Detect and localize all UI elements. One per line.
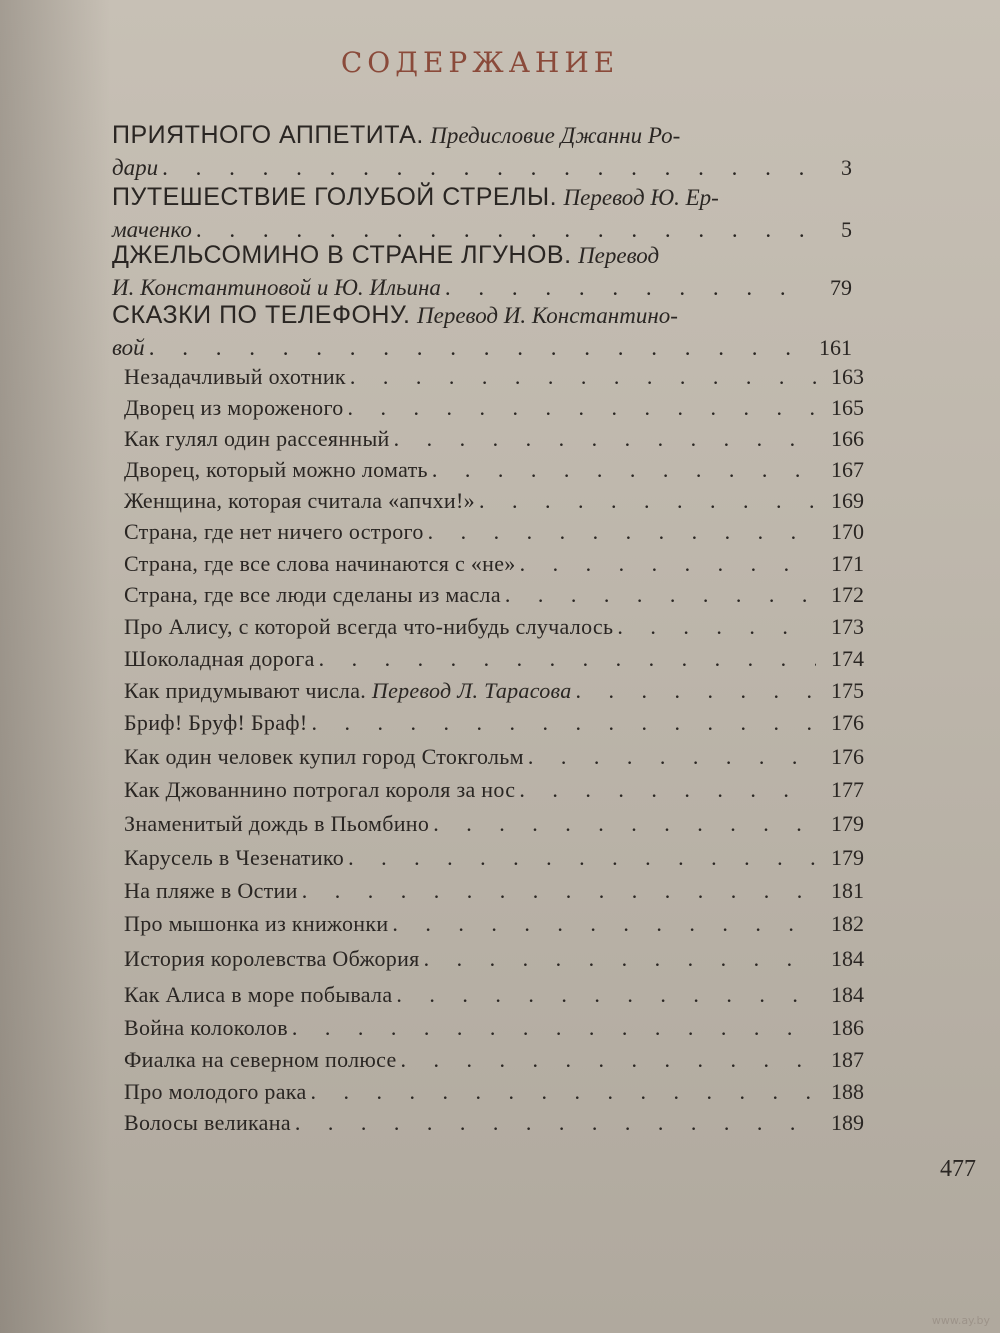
toc-sub-label: Женщина, которая считала «апчхи!» (124, 488, 475, 513)
dot-leader (505, 580, 816, 610)
toc-main-heading (112, 238, 852, 273)
toc-sub-label: Знаменитый дождь в Пьомбино (124, 811, 430, 836)
toc-sub-label: Как один человек купил город Стокгольм (124, 744, 524, 769)
toc-main-caps: ДЖЕЛЬСОМИНО В СТРАНЕ ЛГУНОВ. (112, 241, 572, 269)
toc-page-number: 3 (841, 155, 852, 180)
toc-main-caps: ПРИЯТНОГО АППЕТИТА. (112, 121, 424, 149)
toc-sub-entry (124, 362, 864, 392)
page-title: СОДЕРЖАНИЕ (340, 46, 620, 79)
toc-sub-label: Про Алису, с которой всегда что-нибудь случалось (124, 614, 614, 639)
toc-sub-label: История королевства Обжория (124, 946, 420, 971)
toc-sub-label (124, 676, 572, 706)
toc-page-number: 176 (831, 710, 864, 735)
dot-leader (401, 1045, 816, 1075)
toc-sub-label: Страна, где все люди сделаны из масла (124, 582, 501, 607)
toc-sub-label: Дворец из мороженого (124, 395, 344, 420)
toc-page-number: 170 (831, 519, 864, 544)
toc-sub-label: Страна, где нет ничего острого (124, 519, 424, 544)
toc-sub-label: Про мышонка из книжонки (124, 911, 389, 936)
toc-main-continuation (112, 153, 852, 183)
toc-sub-entry (124, 486, 864, 516)
toc-sub-label: Фиалка на северном полюсе (124, 1047, 397, 1072)
toc-page-number: 179 (831, 845, 864, 870)
dot-leader (428, 517, 816, 547)
toc-sub-label-text: Как придумывают числа. (124, 678, 367, 703)
watermark: www.ay.by (931, 1314, 990, 1327)
toc-main-entry (112, 238, 852, 303)
toc-page-number: 187 (831, 1047, 864, 1072)
toc-sub-entry (124, 742, 864, 772)
toc-page-number: 174 (831, 646, 864, 671)
toc-page-number: 169 (831, 488, 864, 513)
dot-leader (302, 876, 816, 906)
toc-sub-label: Война колоколов (124, 1015, 288, 1040)
dot-leader (576, 676, 816, 706)
toc-main-caps: ПУТЕШЕСТВИЕ ГОЛУБОЙ СТРЕЛЫ. (112, 183, 558, 211)
dot-leader (519, 775, 816, 805)
dot-leader (295, 1108, 816, 1138)
toc-page-number: 172 (831, 582, 864, 607)
dot-leader (528, 742, 816, 772)
toc-sub-entry (124, 549, 864, 579)
toc-sub-entry (124, 1077, 864, 1107)
toc-page-number: 5 (841, 217, 852, 242)
toc-sub-entry (124, 876, 864, 906)
toc-sub-entry (124, 424, 864, 454)
toc-sub-label: На пляже в Остии (124, 878, 298, 903)
toc-main-caps: СКАЗКИ ПО ТЕЛЕФОНУ. (112, 301, 411, 329)
toc-page-number: 175 (831, 678, 864, 703)
dot-leader (311, 708, 816, 738)
page-shadow (0, 0, 110, 1333)
dot-leader (319, 644, 816, 674)
toc-sub-entry (124, 944, 864, 974)
dot-leader (348, 843, 816, 873)
toc-sub-entry (124, 1108, 864, 1138)
toc-sub-entry (124, 909, 864, 939)
toc-sub-label: Как Джованнино потрогал короля за нос (124, 777, 516, 802)
toc-sub-entry (124, 580, 864, 610)
toc-page-number: 184 (831, 982, 864, 1007)
toc-main-cont-text: дари (112, 155, 159, 180)
toc-page-number: 166 (831, 426, 864, 451)
toc-sub-label: Бриф! Бруф! Браф! (124, 710, 308, 735)
toc-sub-label: Шоколадная дорога (124, 646, 315, 671)
toc-main-rest: Предисловие Джанни Ро- (430, 123, 681, 148)
dot-leader (617, 612, 816, 642)
dot-leader (432, 455, 816, 485)
toc-page-number: 165 (831, 395, 864, 420)
toc-page-number: 189 (831, 1110, 864, 1135)
toc-page-number: 179 (831, 811, 864, 836)
toc-sub-entry (124, 708, 864, 738)
dot-leader (348, 393, 816, 423)
toc-sub-entry (124, 809, 864, 839)
toc-sub-entry (124, 980, 864, 1010)
toc-sub-label: Про молодого рака (124, 1079, 307, 1104)
dot-leader (311, 1077, 816, 1107)
toc-sub-label: Страна, где все слова начинаются с «не» (124, 551, 516, 576)
toc-page-number: 161 (819, 335, 852, 360)
dot-leader (479, 486, 816, 516)
toc-page-number: 186 (831, 1015, 864, 1040)
toc-page-number: 167 (831, 457, 864, 482)
toc-sub-entry (124, 676, 864, 706)
book-page-number: 477 (940, 1156, 976, 1182)
toc-sub-entry (124, 393, 864, 423)
toc-main-entry (112, 298, 852, 363)
dot-leader (433, 809, 816, 839)
toc-main-entry (112, 118, 852, 183)
toc-sub-label: Волосы великана (124, 1110, 291, 1135)
toc-main-cont-text: вой (112, 335, 145, 360)
dot-leader (424, 944, 816, 974)
toc-main-rest: Перевод Ю. Ер- (563, 185, 719, 210)
toc-main-rest: Перевод (578, 243, 660, 268)
toc-sub-label: Незадачливый охотник (124, 364, 346, 389)
toc-sub-entry (124, 775, 864, 805)
dot-leader (392, 909, 816, 939)
dot-leader (520, 549, 816, 579)
toc-page-number: 79 (830, 275, 852, 300)
toc-sub-label: Карусель в Чезенатико (124, 845, 345, 870)
toc-main-entry (112, 180, 852, 245)
toc-sub-label: Как гулял один рассеянный (124, 426, 390, 451)
toc-sub-label-italic: Перевод Л. Тарасова (371, 678, 572, 703)
toc-sub-entry (124, 517, 864, 547)
dot-leader (396, 980, 816, 1010)
toc-page-number: 176 (831, 744, 864, 769)
toc-main-cont-text: маченко (112, 217, 192, 242)
toc-page-number: 182 (831, 911, 864, 936)
toc-page-number: 181 (831, 878, 864, 903)
toc-page-number: 188 (831, 1079, 864, 1104)
toc-sub-entry (124, 644, 864, 674)
toc-page-number: 171 (831, 551, 864, 576)
toc-sub-entry (124, 612, 864, 642)
toc-page-number: 173 (831, 614, 864, 639)
toc-main-heading (112, 298, 852, 333)
dot-leader (350, 362, 816, 392)
toc-main-cont-text: И. Константиновой и Ю. Ильина (112, 275, 441, 300)
toc-page-number: 184 (831, 946, 864, 971)
toc-main-rest: Перевод И. Константино- (417, 303, 678, 328)
toc-sub-label: Как Алиса в море побывала (124, 982, 393, 1007)
toc-sub-entry (124, 1013, 864, 1043)
dot-leader (292, 1013, 816, 1043)
toc-sub-entry (124, 843, 864, 873)
toc-sub-entry (124, 1045, 864, 1075)
dot-leader (394, 424, 816, 454)
dot-leader (162, 153, 804, 183)
toc-main-heading (112, 118, 852, 153)
toc-sub-label: Дворец, который можно ломать (124, 457, 428, 482)
toc-sub-entry (124, 455, 864, 485)
toc-main-continuation (112, 333, 852, 363)
toc-page-number: 163 (831, 364, 864, 389)
toc-main-heading (112, 180, 852, 215)
toc-page-number: 177 (831, 777, 864, 802)
dot-leader (149, 333, 804, 363)
